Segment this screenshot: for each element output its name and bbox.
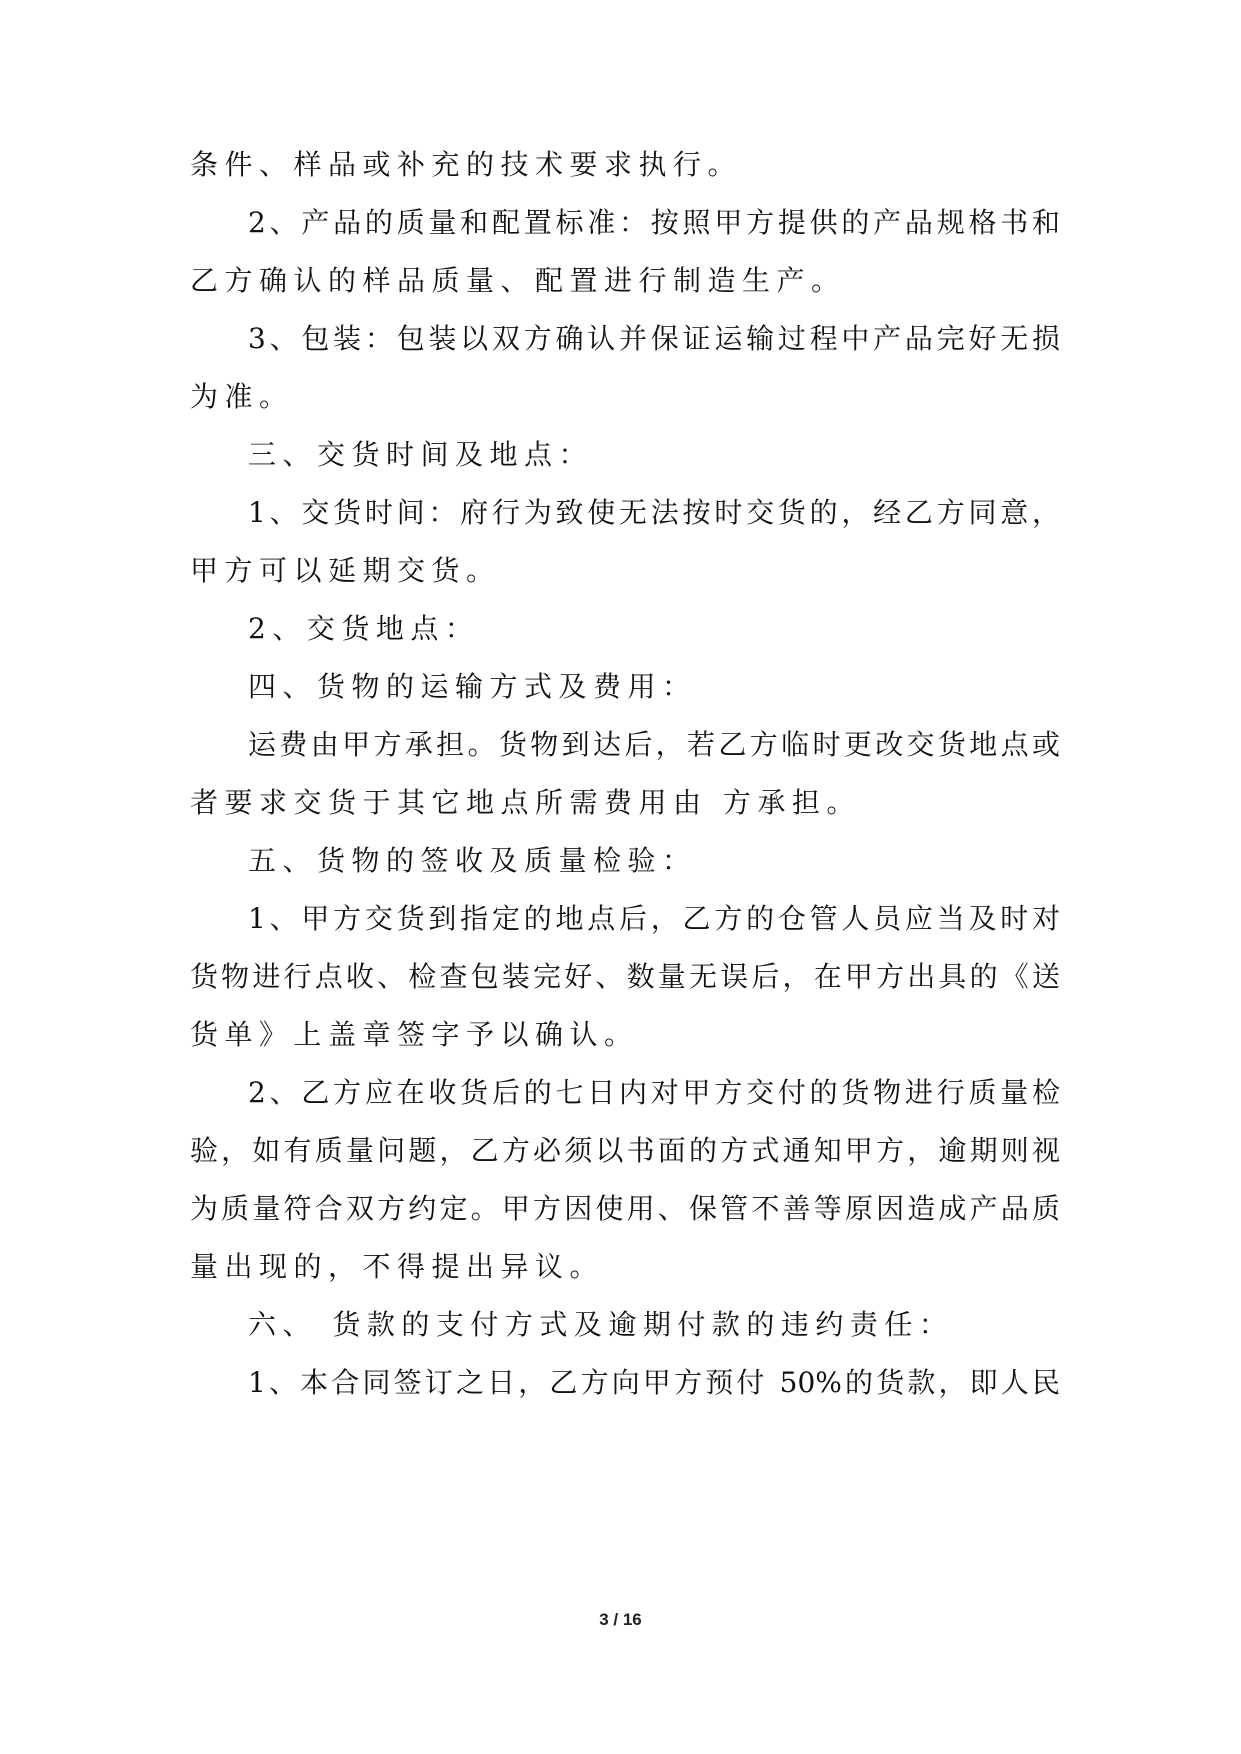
text-line: 条件、样品或补充的技术要求执行。 [190,148,743,181]
text-line: 甲方可以延期交货。 [190,554,501,587]
text-line: 为质量符合双方约定。甲方因使用、保管不善等原因造成产品质 [190,1192,1060,1225]
text-line: 为准。 [190,380,294,413]
text-line: 乙方确认的样品质量、配置进行制造生产。 [190,264,846,297]
text-line: 1、交货时间：府行为致使无法按时交货的，经乙方同意， [248,496,1060,529]
text-line: 货单》上盖章签字予以确认。 [190,1018,639,1051]
text-line: 货物进行点收、检查包装完好、数量无误后，在甲方出具的《送 [190,960,1060,993]
text-line: 2、产品的质量和配置标准：按照甲方提供的产品规格书和 [248,206,1060,239]
section-heading: 四、货物的运输方式及费用： [248,670,697,703]
text-line: 1、本合同签订之日，乙方向甲方预付 50%的货款，即人民 [248,1366,1060,1399]
text-line: 运费由甲方承担。货物到达后，若乙方临时更改交货地点或 [248,728,1060,761]
text-line: 1、甲方交货到指定的地点后，乙方的仓管人员应当及时对 [248,902,1060,935]
text-line: 量出现的，不得提出异议。 [190,1250,605,1283]
section-heading: 三、交货时间及地点： [248,438,594,471]
text-line: 者要求交货于其它地点所需费用由 方承担。 [190,786,861,819]
text-line: 验，如有质量问题，乙方必须以书面的方式通知甲方，逾期则视 [190,1134,1060,1167]
text-line: 2、乙方应在收货后的七日内对甲方交付的货物进行质量检 [248,1076,1060,1109]
page-number: 3 / 16 [599,1610,642,1629]
text-line: 2、交货地点： [248,612,480,645]
section-heading: 五、货物的签收及质量检验： [248,844,697,877]
section-heading: 六、 货款的支付方式及逾期付款的违约责任： [248,1308,954,1341]
text-line: 3、包装：包装以双方确认并保证运输过程中产品完好无损 [248,322,1060,355]
